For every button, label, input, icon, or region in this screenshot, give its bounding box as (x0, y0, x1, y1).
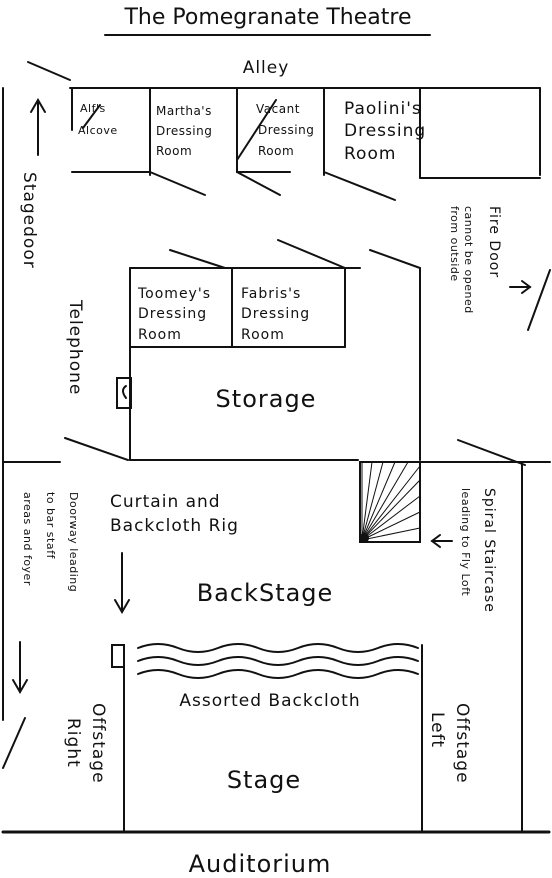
stage-label: Stage (226, 766, 302, 794)
alf-label-2: Alcove (78, 124, 118, 137)
paolini-label-2: Dressing (344, 121, 427, 141)
curtain-rig-label-1: Curtain and (110, 492, 221, 512)
auditorium-label: Auditorium (188, 850, 332, 878)
offstage-right-label-2: Right (63, 718, 83, 768)
toomey-label-2: Dressing (138, 306, 208, 322)
offstage-right-label-1: Offstage (88, 703, 108, 784)
toomey-label-3: Room (138, 327, 182, 343)
fire-door-note-1: cannot be opened (462, 206, 475, 314)
doorway-swing (3, 718, 25, 768)
backstage-label: BackStage (196, 579, 334, 607)
alf-label-1: Alf's (80, 102, 106, 115)
curtain-rig-label-2: Backcloth Rig (110, 516, 239, 536)
martha-label-3: Room (156, 144, 193, 158)
doorway-label-1: Doorway leading (67, 492, 80, 593)
martha-door (150, 172, 205, 195)
telephone-door-swing (65, 438, 128, 460)
doorway-label-3: areas and foyer (21, 492, 34, 586)
vacant-door (237, 172, 280, 195)
spiral-staircase-rays (362, 462, 420, 540)
fire-door-swing (528, 270, 550, 330)
toomey-label-1: Toomey's (138, 286, 211, 302)
martha-label-1: Martha's (156, 104, 212, 118)
spiral-staircase-center (359, 533, 369, 543)
telephone-label: Telephone (65, 300, 85, 396)
assorted-backcloth-label: Assorted Backcloth (179, 691, 361, 711)
fabris-label-1: Fabris's (241, 286, 302, 302)
fire-door-note-2: from outside (448, 206, 461, 282)
backcloth-wave-3 (138, 670, 418, 678)
paolini-label-3: Room (344, 144, 397, 164)
martha-label-2: Dressing (156, 124, 213, 138)
telephone-handset-icon (123, 386, 126, 398)
stagedoor-swing (28, 62, 70, 80)
doorway-label-2: to bar staff (44, 492, 57, 559)
vacant-label-1: Vacant (256, 102, 300, 116)
fabris-label-3: Room (241, 327, 285, 343)
curtain-control-box (112, 645, 124, 667)
stagedoor-label: Stagedoor (19, 172, 39, 269)
fabris-door-swing (278, 240, 345, 268)
offstage-left-label-1: Offstage (452, 703, 472, 784)
offstage-left-label-2: Left (427, 712, 447, 748)
plan-title: The Pomegranate Theatre (124, 5, 412, 30)
fabris-label-2: Dressing (241, 306, 311, 322)
paolini-door (324, 172, 395, 200)
alley-label: Alley (242, 58, 290, 78)
spiral-label-1: Spiral Staircase (481, 488, 497, 613)
fire-door-label: Fire Door (486, 206, 502, 279)
backcloth-wave-1 (138, 644, 418, 652)
spiral-label-2: leading to Fly Loft (459, 488, 472, 597)
vacant-label-3: Room (258, 144, 295, 158)
toomey-door-swing (170, 250, 225, 268)
vacant-label-2: Dressing (258, 123, 315, 137)
storage-label: Storage (215, 385, 317, 413)
backcloth-wave-2 (138, 657, 418, 665)
paolini-label-1: Paolini's (344, 99, 422, 119)
storage-door-swing (370, 250, 420, 268)
